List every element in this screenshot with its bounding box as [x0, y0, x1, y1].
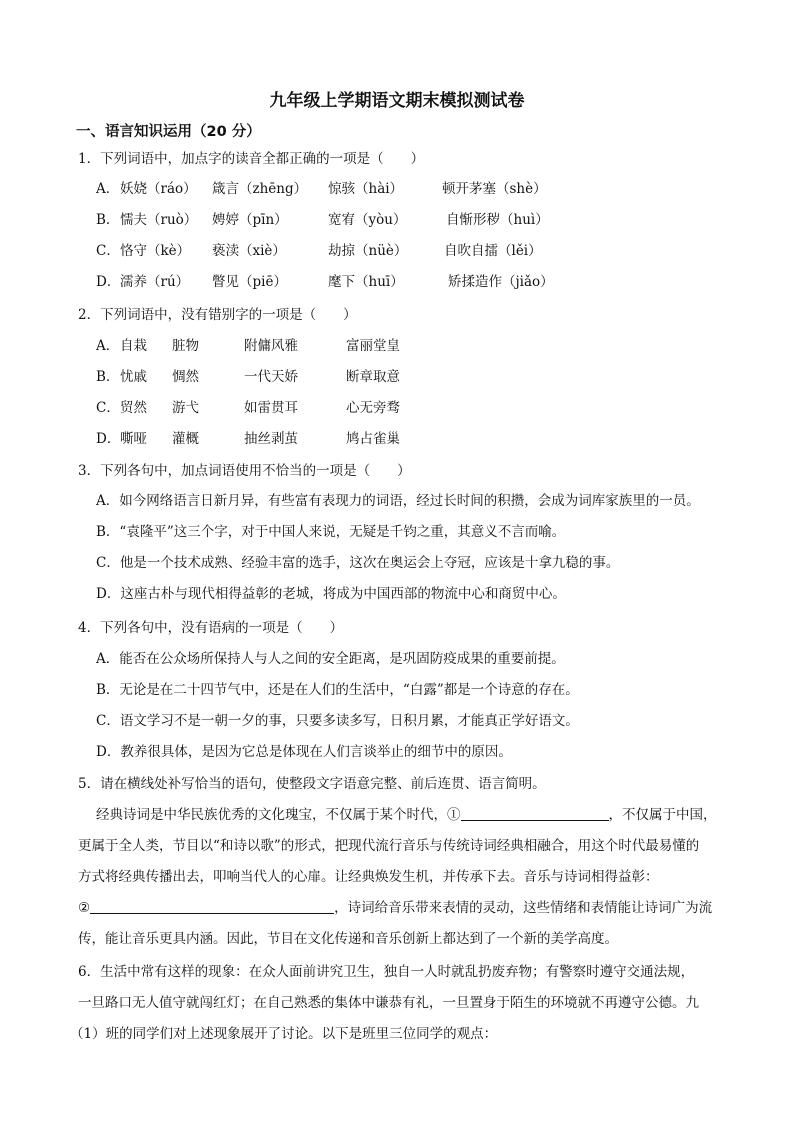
- paragraph-line: 传，能让音乐更具内涵。因此，节目在文化传递和音乐创新上都达到了一个新的美学高度。: [78, 931, 618, 947]
- option-a: A．能否在公众场所保持人与人之间的安全距离，是巩固防疫成果的重要前提。: [96, 651, 565, 667]
- option-d: D．教养很具体，是因为它总是体现在人们言谈举止的细节中的原因。: [96, 744, 512, 760]
- paragraph-text: 经典诗词是中华民族优秀的文化瑰宝，不仅属于某个时代，: [96, 807, 447, 823]
- option-label: C．: [96, 400, 120, 416]
- option-item: 灌概: [172, 431, 199, 447]
- option-d: D．这座古朴与现代相得益彰的老城，将成为中国西部的物流中心和商贸中心。: [96, 586, 566, 602]
- option-item: 抽丝剥茧: [244, 431, 298, 447]
- paragraph-line: [78, 896, 712, 916]
- option-label: A．: [96, 338, 120, 354]
- paragraph-line: [96, 803, 717, 823]
- option-item: 游弋: [172, 400, 199, 416]
- option-item: 瞥见（piē）: [212, 274, 287, 290]
- question-3-stem: 3．下列各句中，加点词语使用不恰当的一项是（ ）: [78, 463, 411, 479]
- answer-blank-1[interactable]: [461, 806, 609, 821]
- option-a: A．如今网络语言日新月异，有些富有表现力的词语，经过长时间的积攒，会成为词库家族里的一员。: [96, 493, 700, 509]
- option-item: 心无旁骛: [346, 400, 400, 416]
- option-item: 亵渎（xiè）: [212, 243, 286, 259]
- option-item: 劫掠（nüè）: [328, 243, 408, 259]
- blank-marker: ①: [447, 807, 461, 823]
- section-heading: 一、语言知识运用（20 分）: [76, 124, 261, 140]
- question-4-stem: 4．下列各句中，没有语病的一项是（ ）: [78, 620, 344, 636]
- option-label: D．: [96, 274, 121, 290]
- option-item: 宽宥（yòu）: [328, 212, 407, 228]
- option-label: D．: [96, 431, 121, 447]
- option-item: 娉婷（pīn）: [212, 212, 288, 228]
- option-c: C．语文学习不是一朝一夕的事，只要多读多写，日积月累，才能真正学好语文。: [96, 713, 579, 729]
- option-item: 麾下（huī）: [328, 274, 404, 290]
- option-b: B．无论是在二十四节气中，还是在人们的生活中，“白露”都是一个诗意的存在。: [96, 682, 579, 698]
- paragraph-text: ，诗词给音乐带来表情的灵动，这些情绪和表情能让诗词广为流: [334, 900, 713, 916]
- option-item: 顿开茅塞（shè）: [442, 181, 547, 197]
- option-item: 妖娆（ráo）: [120, 181, 197, 197]
- page-title: 九年级上学期语文期末模拟测试卷: [269, 91, 525, 111]
- option-item: 断章取意: [346, 369, 400, 385]
- option-item: 贸然: [120, 400, 147, 416]
- option-item: 自吹自擂（lěi）: [444, 243, 542, 259]
- option-label: B．: [96, 212, 120, 228]
- option-label: C．: [96, 243, 120, 259]
- option-item: 富丽堂皇: [346, 338, 400, 354]
- option-item: 懦夫（ruò）: [120, 212, 198, 228]
- paragraph-line: 更属于全人类，节目以“和诗以歌”的形式，把现代流行音乐与传统诗词经典相融合，用这个时代最易懂的: [78, 838, 700, 854]
- option-item: 惆然: [172, 369, 199, 385]
- option-item: 矫揉造作（jiǎo）: [448, 274, 554, 290]
- paragraph-text: ，不仅属于中国，: [608, 807, 717, 823]
- option-b: B．“袁隆平”这三个字，对于中国人来说，无疑是千钧之重，其意义不言而喻。: [96, 524, 566, 540]
- question-2-stem: 2．下列词语中，没有错别字的一项是（ ）: [78, 307, 357, 323]
- paragraph-line: （1）班的同学们对上述现象展开了讨论。以下是班里三位同学的观点：: [70, 1026, 498, 1042]
- option-item: 脏物: [172, 338, 199, 354]
- option-item: 鸠占雀巢: [346, 431, 400, 447]
- option-item: 嘶哑: [120, 431, 147, 447]
- paragraph-line: 一旦路口无人值守就闯红灯；在自己熟悉的集体中谦恭有礼，一旦置身于陌生的环境就不再遵守公德。九: [78, 995, 699, 1011]
- question-5-stem: 5．请在横线处补写恰当的语句，使整段文字语意完整、前后连贯、语言简明。: [78, 776, 546, 792]
- blank-marker: ②: [78, 900, 91, 916]
- answer-blank-2[interactable]: [90, 899, 334, 914]
- option-item: 自惭形秽（huì）: [446, 212, 549, 228]
- option-item: 自栽: [120, 338, 147, 354]
- option-item: 惊骇（hài）: [328, 181, 404, 197]
- option-item: 如雷贯耳: [244, 400, 298, 416]
- option-item: 恪守（kè）: [120, 243, 191, 259]
- option-label: A．: [96, 181, 120, 197]
- option-item: 箴言（zhēng）: [212, 181, 308, 197]
- option-c: C．他是一个技术成熟、经验丰富的选手，这次在奥运会上夺冠，应该是十拿九稳的事。: [96, 555, 620, 571]
- option-item: 附傭风雅: [244, 338, 298, 354]
- option-label: B．: [96, 369, 120, 385]
- option-item: 忧戚: [120, 369, 147, 385]
- option-item: 一代天娇: [244, 369, 298, 385]
- question-1-stem: 1．下列词语中，加点字的读音全都正确的一项是（ ）: [78, 151, 425, 167]
- paragraph-line: 方式将经典传播出去，叩响当代人的心扉。让经典焕发生机，并传承下去。音乐与诗词相得益彰：: [78, 869, 659, 885]
- option-item: 濡养（rú）: [120, 274, 190, 290]
- question-6-text: 6．生活中常有这样的现象：在众人面前讲究卫生，独自一人时就乱扔废弃物；有警察时遵守交通法规，: [78, 964, 695, 980]
